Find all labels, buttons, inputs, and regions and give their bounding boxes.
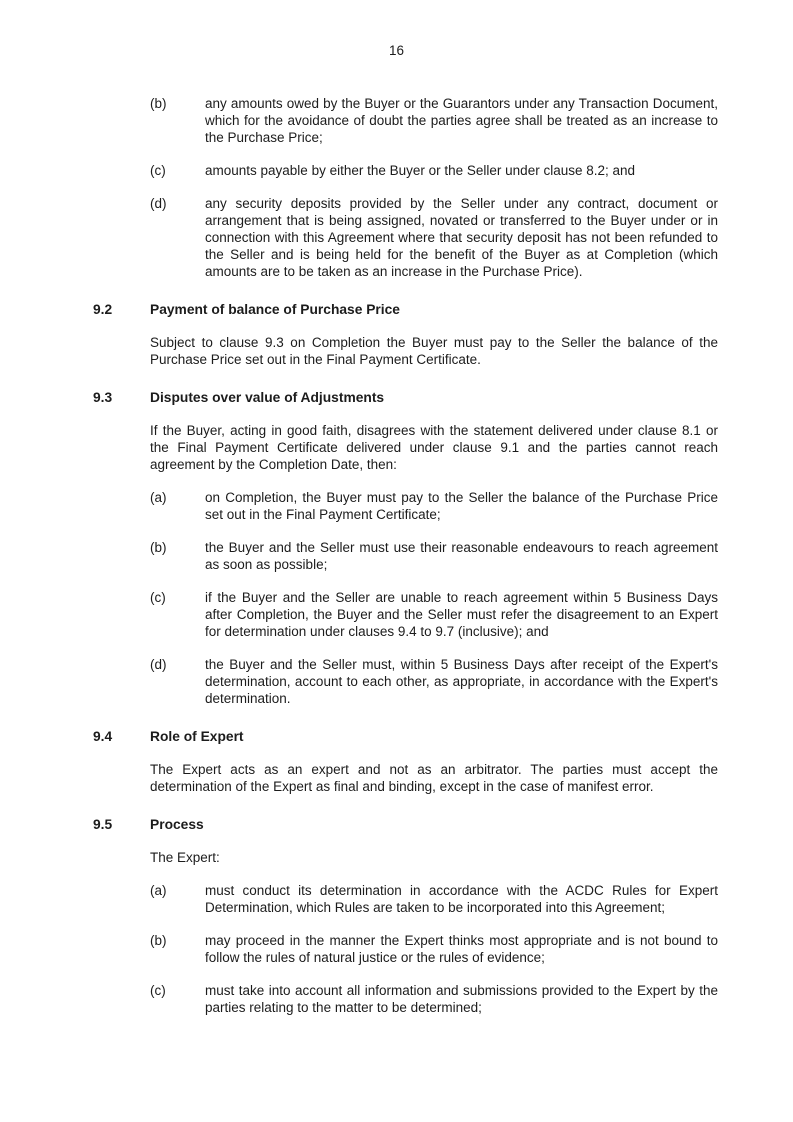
clause-number: 9.4 [93,729,113,744]
list-item-marker: (c) [150,163,166,178]
clause-number: 9.5 [93,817,113,832]
clause-heading-9-2 [93,301,718,318]
clause-body: If the Buyer, acting in good faith, disagrees with the statement delivered under clause 8.1 or the Final Payment Certificate delivered under clause 9.1 and the parties cannot reach agreement by the Completion Date, then: [150,423,718,472]
list-item [150,982,718,1016]
list-item-marker: (a) [150,883,167,898]
list-item-text: must take into account all information and submissions provided to the Expert by the parties relating to the matter to be determined; [205,983,718,1015]
list-item-text: any amounts owed by the Buyer or the Guarantors under any Transaction Document, which for the avoidance of doubt the parties agree shall be treated as an increase to the Purchase Price; [205,96,718,145]
list-item [150,195,718,280]
list-item-text: amounts payable by either the Buyer or the Seller under clause 8.2; and [205,163,636,178]
page-number: 16 [388,43,405,58]
clause-title: Disputes over value of Adjustments [150,390,385,405]
list-item [150,882,718,916]
list-item [150,932,718,966]
clause-title: Process [150,817,204,832]
clause-heading-9-5 [93,816,718,833]
list-item [150,162,718,179]
list-item-marker: (b) [150,96,167,111]
list-item [150,539,718,573]
list-item-marker: (d) [150,657,167,672]
list-item [150,95,718,146]
list-item-text: on Completion, the Buyer must pay to the Seller the balance of the Purchase Price set out in the Final Payment Certificate; [205,490,718,522]
list-item-text: any security deposits provided by the Seller under any contract, document or arrangement that is being assigned, novated or transferred to the Buyer under or in connection with this Agreement where that security deposit has not been refunded to the Seller and is being held for the benefit of the Buyer as at Completion (which amounts are to be taken as an increase in the Purchase Price). [205,196,718,279]
list-item-text: may proceed in the manner the Expert thinks most appropriate and is not bound to follow the rules of natural justice or the rules of evidence; [205,933,718,965]
list-item-marker: (b) [150,933,167,948]
list-item-marker: (a) [150,490,167,505]
clause-title: Role of Expert [150,729,244,744]
list-item-text: if the Buyer and the Seller are unable to reach agreement within 5 Business Days after Completion, the Buyer and the Seller must refer the disagreement to an Expert for determination under clauses 9.4 to 9.7 (inclusive); and [205,590,718,639]
clause-number: 9.2 [93,302,113,317]
clause-heading-9-4 [93,728,718,745]
list-item-marker: (b) [150,540,167,555]
list-item-text: must conduct its determination in accordance with the ACDC Rules for Expert Determination, which Rules are taken to be incorporated into this Agreement; [205,883,718,915]
clause-body: The Expert: [150,850,220,865]
list-item-marker: (c) [150,590,166,605]
list-item-text: the Buyer and the Seller must, within 5 Business Days after receipt of the Expert's determination, account to each other, as appropriate, in accordance with the Expert's determination. [205,657,718,706]
clause-title: Payment of balance of Purchase Price [150,302,400,317]
clause-number: 9.3 [93,390,113,405]
list-item [150,589,718,640]
clause-body: The Expert acts as an expert and not as an arbitrator. The parties must accept the determination of the Expert as final and binding, except in the case of manifest error. [150,762,718,794]
list-item [150,656,718,707]
list-item [150,489,718,523]
clause-heading-9-3 [93,389,718,406]
clause-body: Subject to clause 9.3 on Completion the Buyer must pay to the Seller the balance of the Purchase Price set out in the Final Payment Certificate. [150,335,718,367]
list-item-marker: (c) [150,983,166,998]
list-item-marker: (d) [150,196,167,211]
list-item-text: the Buyer and the Seller must use their reasonable endeavours to reach agreement as soon as possible; [205,540,718,572]
